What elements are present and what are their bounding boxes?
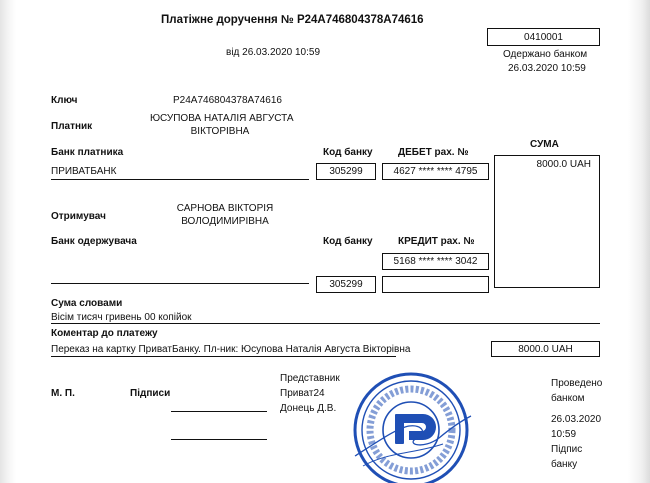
sum-label: СУМА: [530, 139, 559, 150]
representative-line-2: Приват24: [280, 388, 325, 399]
debit-account-box: [382, 163, 489, 180]
payer-bank-underline: [51, 179, 309, 180]
form-code: 0410001: [524, 31, 563, 43]
bank-signature-line-2: банку: [551, 459, 578, 470]
recipient-bank-code-box: [316, 276, 376, 293]
document-title: Платіжне доручення № P24A746804378A74616: [161, 14, 424, 26]
representative-line-1: Представник: [280, 373, 340, 384]
recipient-bank-code: 305299: [329, 279, 363, 290]
processed-time: 10:59: [551, 429, 577, 440]
processed-line-1: Проведено: [551, 378, 603, 389]
payer-bank-label: Банк платника: [51, 147, 124, 158]
signature-line-1: [171, 411, 267, 412]
page-left-edge: [0, 0, 18, 483]
payer-bank-name: ПРИВАТБАНК: [51, 166, 117, 177]
recipient-label: Отримувач: [51, 211, 106, 222]
sum-words-underline: [51, 323, 600, 324]
recipient-name-line-1: САРНОВА ВІКТОРІЯ: [176, 203, 274, 214]
document-date: від 26.03.2020 10:59: [226, 47, 320, 58]
recipient-account-box: [382, 276, 489, 293]
debit-account: 4627 **** **** 4795: [393, 166, 478, 177]
credit-account-box: [382, 253, 489, 270]
bank-signature-line-1: Підпис: [551, 444, 583, 455]
sum-value: 8000.0 UAH: [536, 159, 591, 170]
sum-words-value: Вісім тисяч гривень 00 копійок: [51, 312, 192, 323]
comment-label: Коментар до платежу: [51, 328, 158, 339]
comment-value: Переказ на картку ПриватБанку. Пл-ник: Юсупова Наталія Августа Вікторівна: [51, 344, 411, 355]
form-code-box: [487, 28, 600, 46]
payer-bank-code: 305299: [329, 166, 363, 177]
payer-name-line-2: ВІКТОРІВНА: [190, 126, 250, 137]
debit-account-label: ДЕБЕТ рах. №: [398, 147, 469, 158]
key-label: Ключ: [51, 95, 78, 106]
comment-underline: [51, 356, 396, 357]
page-right-edge: [622, 0, 650, 483]
mp-label: М. П.: [51, 388, 75, 399]
signature-line-2: [171, 439, 267, 440]
credit-account: 5168 **** **** 3042: [393, 256, 478, 267]
recipient-bank-label: Банк одержувача: [51, 236, 137, 247]
payer-bank-code-box: [316, 163, 376, 180]
key-value: P24A746804378A74616: [173, 95, 282, 106]
signatures-label: Підписи: [130, 388, 171, 399]
representative-line-3: Донець Д.В.: [280, 403, 337, 414]
payer-bank-code-label: Код банку: [323, 147, 373, 158]
comment-sum: 8000.0 UAH: [518, 343, 573, 355]
sum-words-label: Сума словами: [51, 298, 123, 309]
credit-account-label: КРЕДИТ рах. №: [398, 236, 475, 247]
recipient-name-line-2: ВОЛОДИМИРІВНА: [181, 216, 269, 227]
sum-box: [494, 155, 600, 288]
processed-line-2: банком: [551, 393, 585, 404]
received-label: Одержано банком: [503, 49, 588, 60]
payer-label: Платник: [51, 121, 93, 132]
received-datetime: 26.03.2020 10:59: [508, 63, 586, 74]
bank-seal-icon: [343, 368, 479, 483]
recipient-bank-code-label: Код банку: [323, 236, 373, 247]
processed-date: 26.03.2020: [551, 414, 602, 425]
comment-sum-box: [491, 341, 600, 357]
recipient-bank-underline: [51, 283, 309, 284]
payer-name-line-1: ЮСУПОВА НАТАЛІЯ АВГУСТА: [150, 113, 294, 124]
